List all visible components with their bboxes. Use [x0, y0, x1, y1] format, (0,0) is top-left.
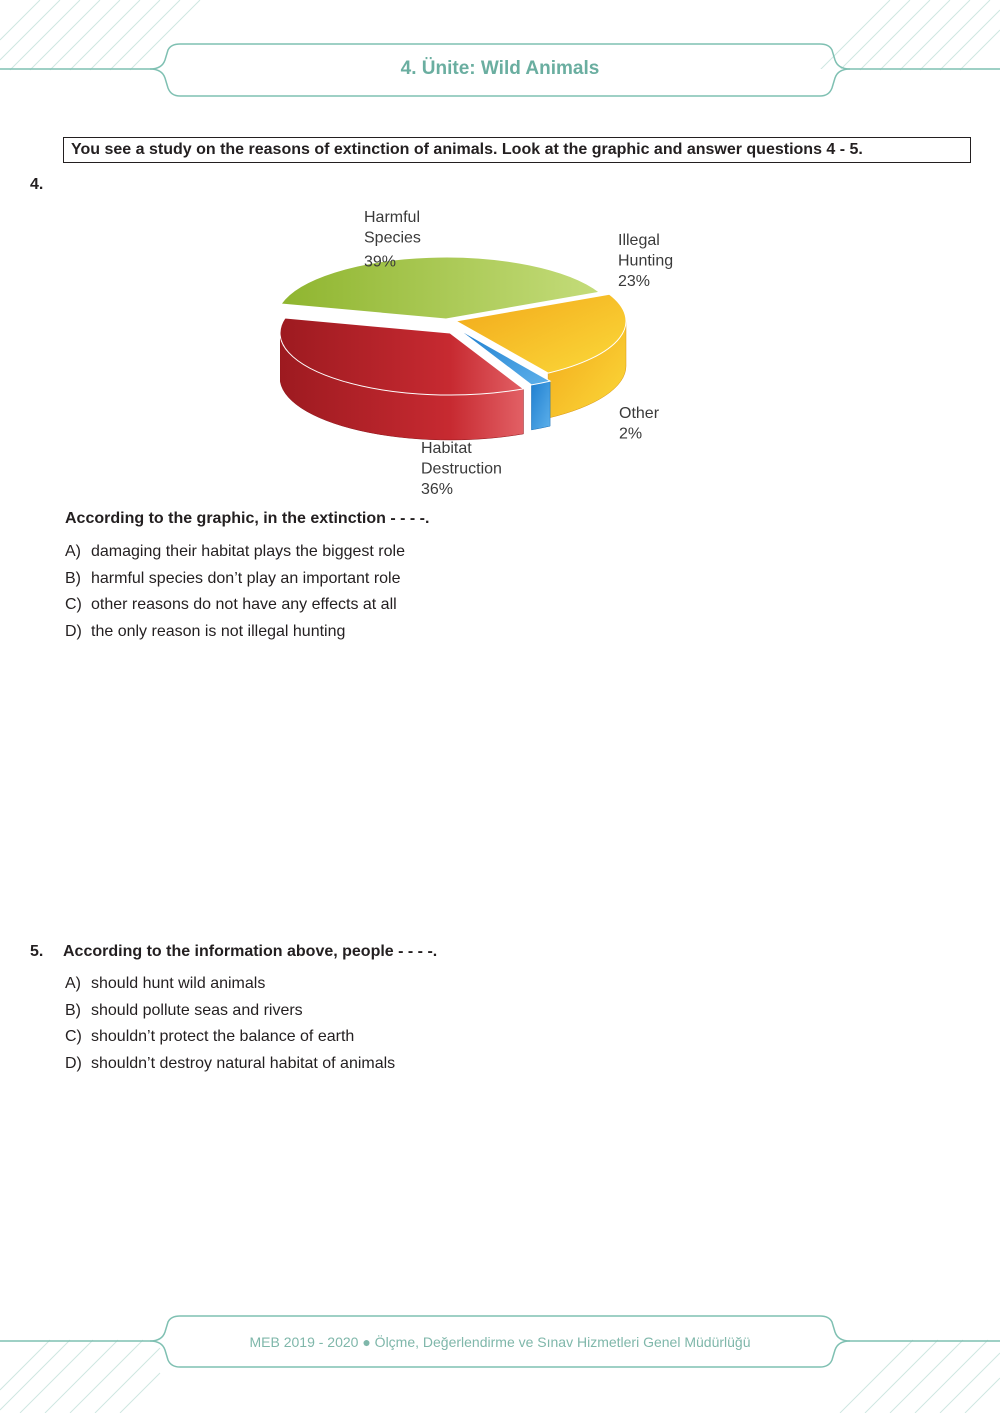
- option-text: should pollute seas and rivers: [91, 1001, 303, 1019]
- question-4-stem: According to the graphic, in the extinction - - - -.: [65, 510, 430, 527]
- pie-label-habitat-destruction: Habitat Destruction 36%: [421, 440, 502, 498]
- question-5-option-d[interactable]: [65, 1051, 395, 1078]
- option-letter: B): [65, 1001, 81, 1019]
- footer-text: MEB 2019 - 2020 ● Ölçme, Değerlendirme ve Sınav Hizmetleri Genel Müdürlüğü: [249, 1334, 751, 1350]
- question-4-option-a[interactable]: [65, 539, 405, 566]
- option-text: shouldn’t protect the balance of earth: [91, 1028, 355, 1046]
- pie-label-illegal-hunting: Illegal Hunting 23%: [618, 232, 674, 290]
- footer-decoration: [0, 1300, 1000, 1413]
- option-text: damaging their habitat plays the biggest role: [91, 543, 405, 560]
- question-5-options: [65, 971, 395, 1077]
- question-4-option-d[interactable]: [65, 619, 405, 646]
- option-letter: D): [65, 622, 82, 640]
- option-letter: D): [65, 1054, 82, 1072]
- pie-chart: [280, 200, 720, 500]
- pie-label-harmful-species: Harmful Species 39%: [364, 209, 421, 271]
- question-4-option-b[interactable]: [65, 566, 405, 593]
- option-letter: C): [65, 1028, 82, 1046]
- option-text: the only reason is not illegal hunting: [91, 622, 346, 640]
- header-decoration: [0, 0, 1000, 110]
- question-5-stem: According to the information above, people - - - -.: [63, 943, 438, 960]
- page-title: 4. Ünite: Wild Animals: [400, 58, 600, 79]
- option-letter: A): [65, 543, 81, 560]
- option-letter: B): [65, 569, 81, 587]
- question-5-number: 5.: [30, 943, 44, 960]
- question-4-number: 4.: [30, 176, 44, 193]
- option-text: harmful species don’t play an important role: [91, 569, 401, 587]
- question-4-option-c[interactable]: [65, 592, 405, 619]
- option-text: other reasons do not have any effects at all: [91, 596, 397, 614]
- instruction-box: You see a study on the reasons of extinction of animals. Look at the graphic and answer questions 4 - 5.: [63, 137, 971, 163]
- question-5-option-a[interactable]: [65, 971, 395, 998]
- pie-label-other: Other 2%: [619, 405, 660, 443]
- question-4-options: [65, 539, 405, 645]
- option-letter: C): [65, 596, 82, 614]
- question-5-option-b[interactable]: [65, 998, 395, 1025]
- question-5-option-c[interactable]: [65, 1024, 395, 1051]
- option-letter: A): [65, 975, 81, 992]
- option-text: shouldn’t destroy natural habitat of animals: [91, 1054, 396, 1072]
- option-text: should hunt wild animals: [91, 975, 266, 992]
- pie-slice-side: [531, 381, 550, 430]
